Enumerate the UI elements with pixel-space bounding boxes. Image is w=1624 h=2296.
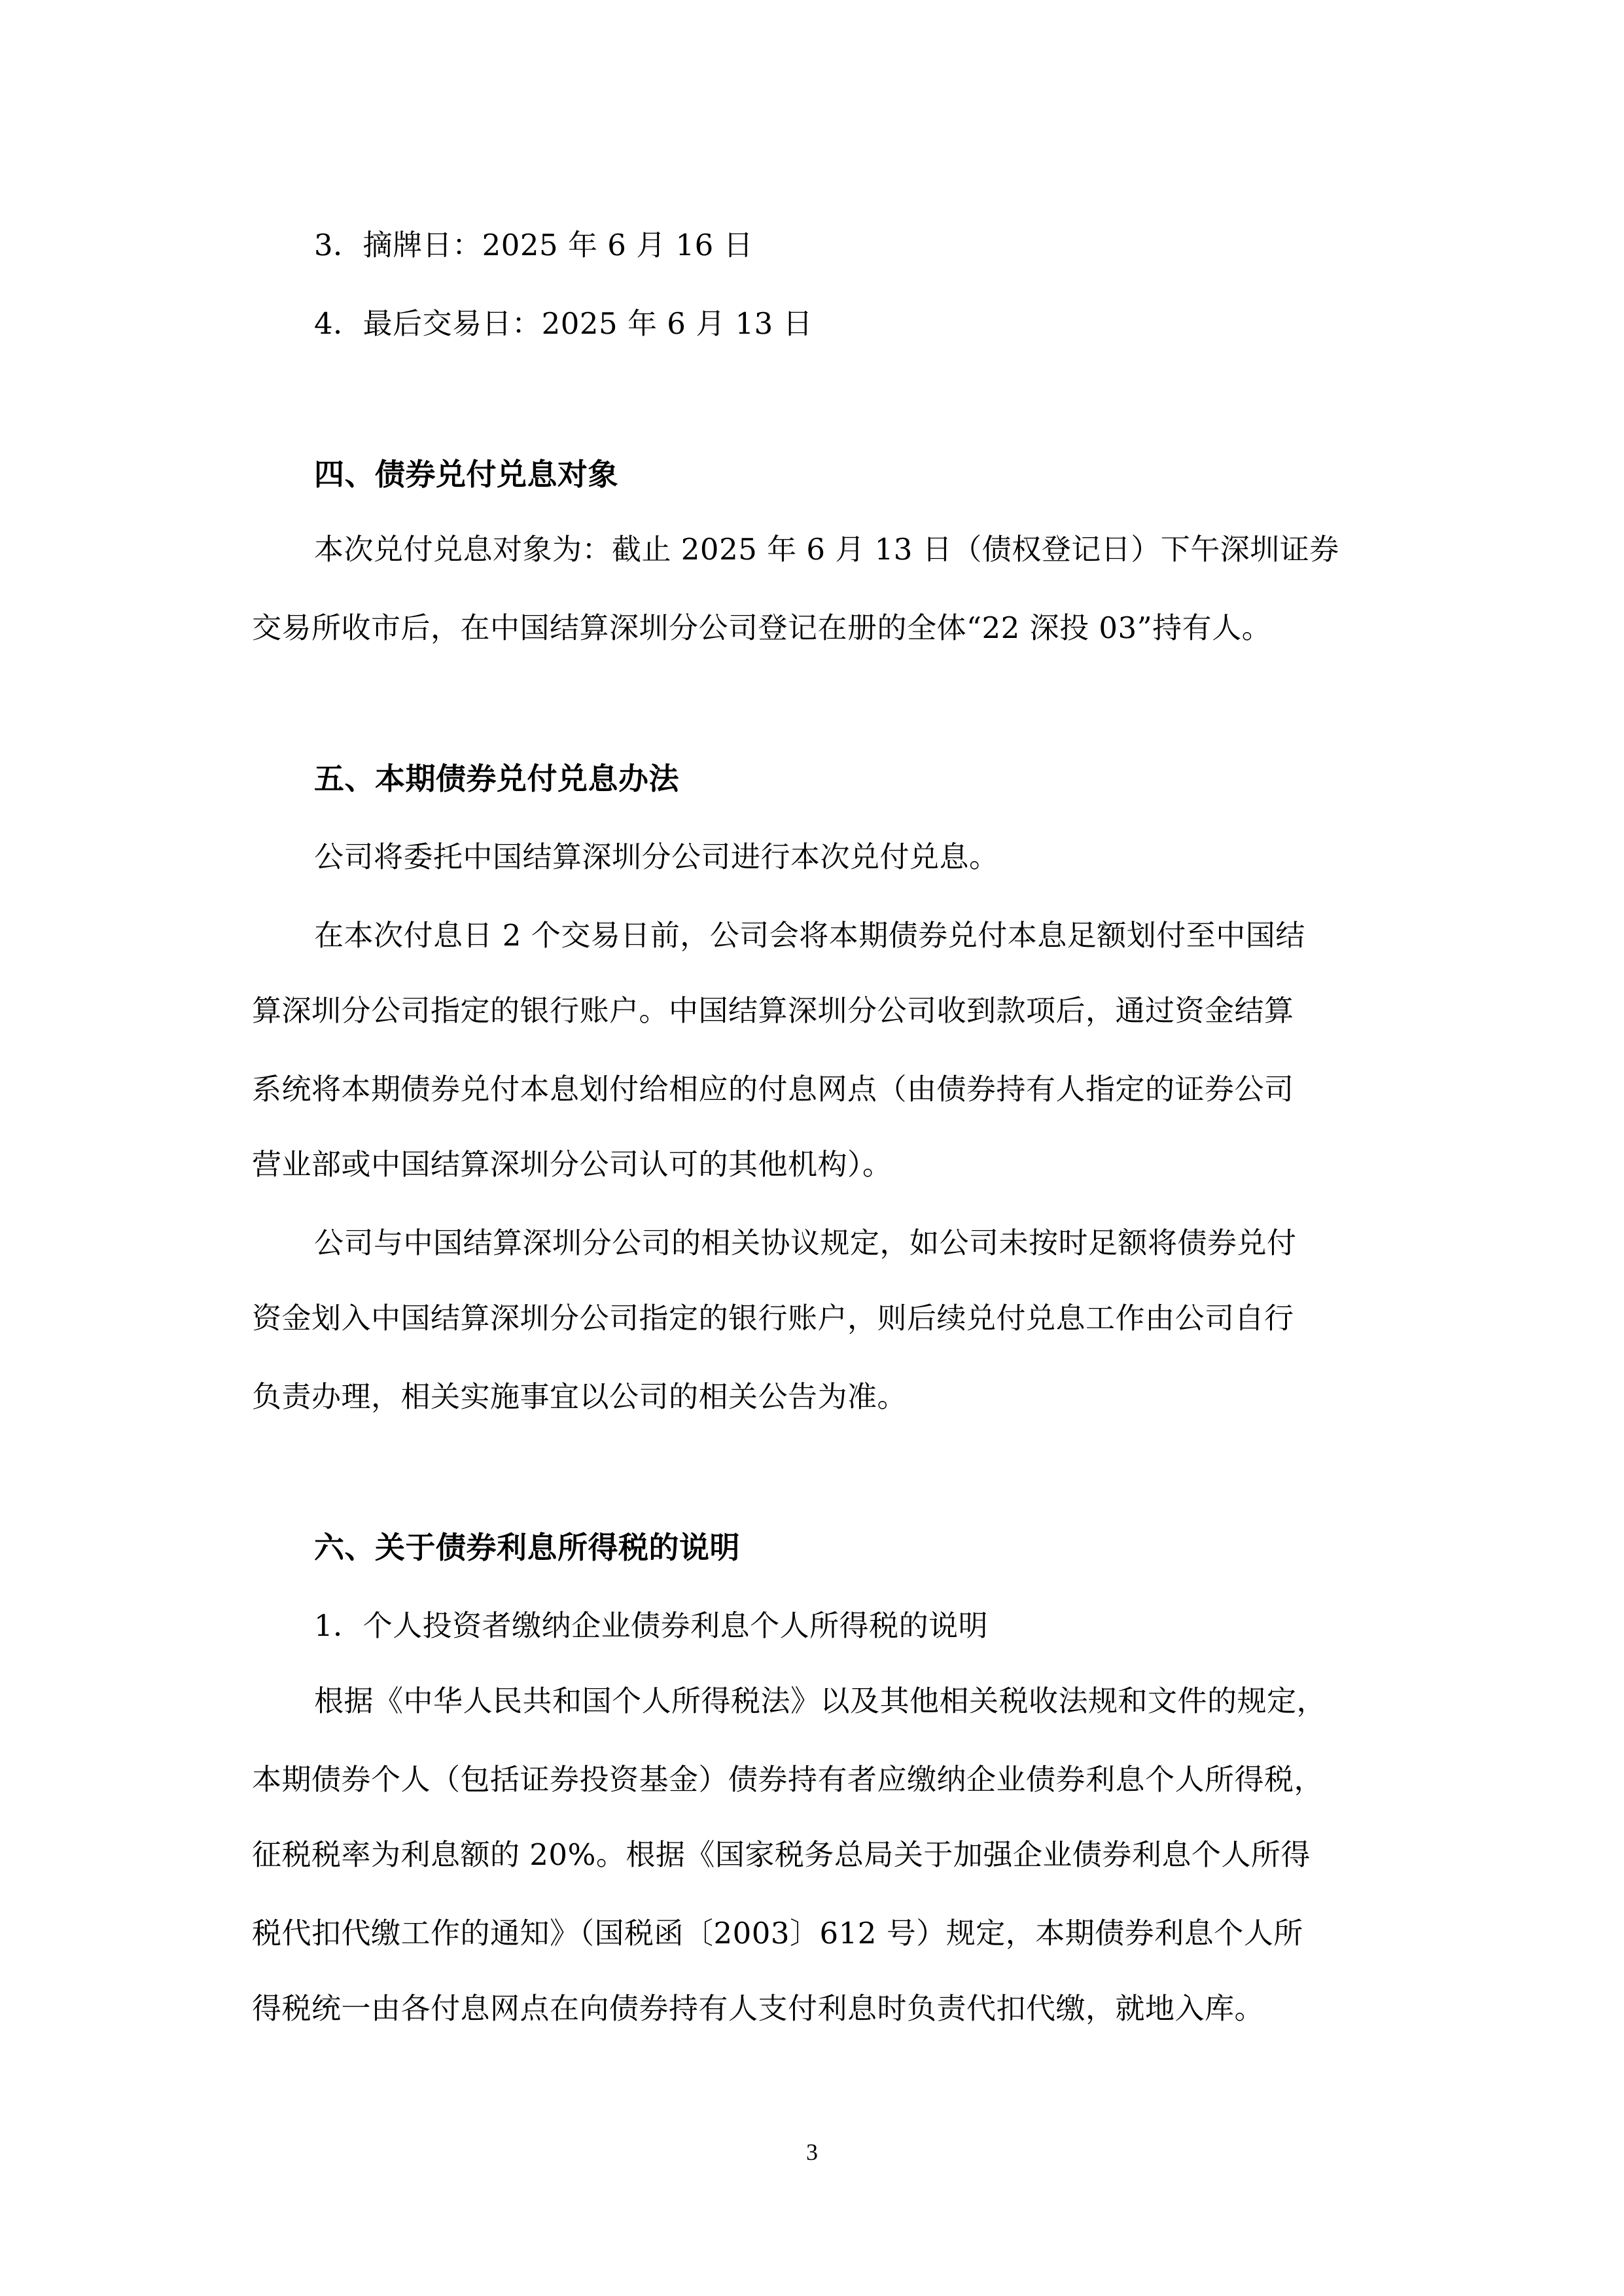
section5-paragraph-2-line-3: 系统将本期债券兑付本息划付给相应的付息网点（由债券持有人指定的证券公司 [252,1072,1294,1106]
section5-paragraph-3-line-1: 公司与中国结算深圳分公司的相关协议规定，如公司未按时足额将债券兑付 [314,1226,1297,1260]
section6-subheading-1: 1．个人投资者缴纳企业债券利息个人所得税的说明 [314,1608,989,1643]
section5-paragraph-2-line-4: 营业部或中国结算深圳分公司认可的其他机构）。 [252,1147,892,1182]
item-last-trading-date: 4．最后交易日：2025 年 6 月 13 日 [314,306,813,341]
section5-paragraph-1: 公司将委托中国结算深圳分公司进行本次兑付兑息。 [314,839,999,874]
section6-paragraph-1-line-1: 根据《中华人民共和国个人所得税法》以及其他相关税收法规和文件的规定， [314,1684,1327,1718]
section6-paragraph-1-line-4: 税代扣代缴工作的通知》（国税函〔2003〕612 号）规定，本期债券利息个人所 [252,1916,1303,1951]
section5-paragraph-3-line-3: 负责办理，相关实施事宜以公司的相关公告为准。 [252,1379,908,1414]
section-heading-6: 六、关于债券利息所得税的说明 [314,1530,740,1565]
page-number: 3 [806,2139,818,2165]
section4-text-line-1: 本次兑付兑息对象为：截止 2025 年 6 月 13 日（债权登记日）下午深圳证券 [314,532,1339,567]
section5-paragraph-3-line-2: 资金划入中国结算深圳分公司指定的银行账户，则后续兑付兑息工作由公司自行 [252,1301,1294,1335]
section-heading-5: 五、本期债券兑付兑息办法 [314,761,679,796]
section6-paragraph-1-line-2: 本期债券个人（包括证券投资基金）债券持有者应缴纳企业债券利息个人所得税， [252,1762,1324,1797]
section4-text-line-2: 交易所收市后，在中国结算深圳分公司登记在册的全体“22 深投 03”持有人。 [252,610,1272,645]
section6-paragraph-1-line-3: 征税税率为利息额的 20%。根据《国家税务总局关于加强企业债券利息个人所得 [252,1837,1311,1872]
item-delisting-date: 3．摘牌日：2025 年 6 月 16 日 [314,228,754,262]
section-heading-4: 四、债券兑付兑息对象 [314,457,618,492]
section5-paragraph-2-line-2: 算深圳分公司指定的银行账户。中国结算深圳分公司收到款项后，通过资金结算 [252,993,1294,1028]
section5-paragraph-2-line-1: 在本次付息日 2 个交易日前，公司会将本期债券兑付本息足额划付至中国结 [314,918,1305,953]
section6-paragraph-1-line-5: 得税统一由各付息网点在向债券持有人支付利息时负责代扣代缴，就地入库。 [252,1991,1265,2026]
